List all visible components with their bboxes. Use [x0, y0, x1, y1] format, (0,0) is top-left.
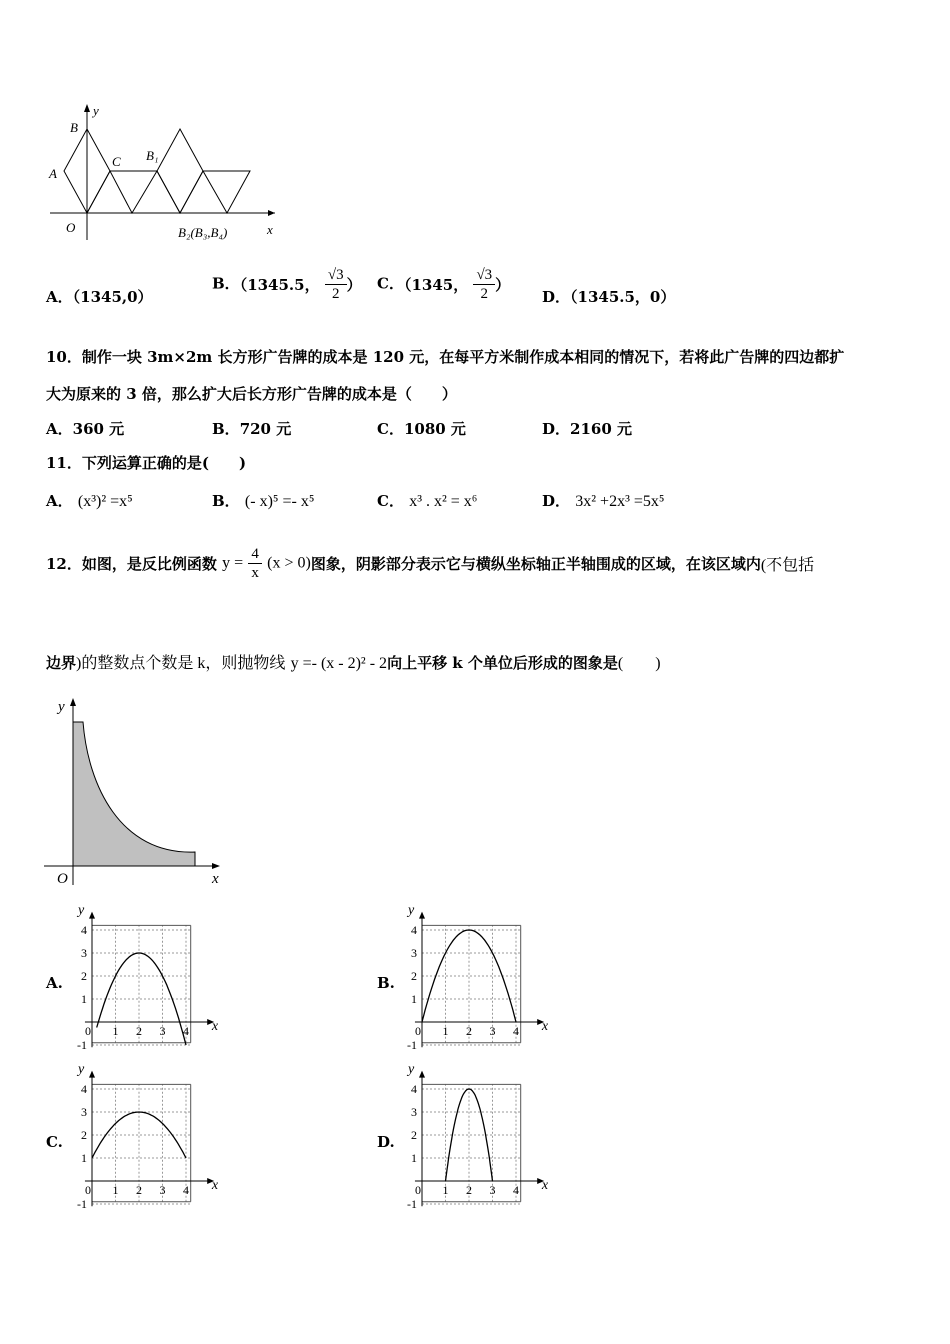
- q12-option-d-graph: [400, 1061, 549, 1212]
- q12-option-c-letter: C.: [46, 1133, 63, 1151]
- x-axis-label: x: [211, 1019, 219, 1034]
- y-axis-label: y: [78, 902, 85, 918]
- x-tick-label: 2: [136, 1024, 142, 1038]
- q9-label-a: A: [49, 166, 57, 181]
- q11-option-b: B． (- x)⁵ =- x⁵: [212, 492, 315, 510]
- y-tick-label: 3: [411, 946, 417, 960]
- q9-label-b1: B₁: [146, 148, 159, 163]
- y-tick-label: 3: [81, 1105, 87, 1119]
- x-tick-label: 4: [513, 1024, 519, 1038]
- x-tick-label: 3: [489, 1183, 496, 1197]
- q9-label-y: y: [93, 103, 99, 118]
- q10-option-a: A．360 元: [46, 420, 125, 438]
- q9-option-d: D．（1345.5，0）: [542, 288, 676, 306]
- q12-fig-label-o: O: [57, 871, 68, 887]
- q9-rhombus-figure: [40, 100, 290, 250]
- q12-stem-line2: 边界)的整数点个数是 k，则抛物线 y =- (x - 2)² - 2向上平移 k 个单位后形成的图象是( ): [46, 654, 661, 672]
- q10-option-c: C．1080 元: [377, 420, 466, 438]
- x-tick-label: 1: [442, 1024, 449, 1038]
- q12-option-c-graph: [70, 1061, 219, 1212]
- y-axis-label: y: [408, 1061, 415, 1077]
- y-tick-label: -1: [407, 1038, 417, 1052]
- q12-fig-label-x: x: [212, 871, 219, 887]
- q11-option-c: C． x³ . x² = x⁶: [377, 492, 478, 510]
- q11-option-d: D． 3x² +2x³ =5x⁵: [542, 492, 665, 510]
- x-tick-label: 4: [183, 1024, 189, 1038]
- q10-option-b: B．720 元: [212, 420, 292, 438]
- y-axis-arrow: [89, 912, 95, 919]
- q12-fig-label-y: y: [58, 699, 65, 715]
- x-tick-label: 4: [183, 1183, 189, 1197]
- q9-option-b: B．（1345.5， $\frac{√3}{2}$ ）: [212, 267, 362, 302]
- x-tick-label: 2: [136, 1183, 142, 1197]
- y-tick-label: 1: [411, 992, 417, 1006]
- y-tick-label: 2: [411, 1128, 417, 1142]
- x-tick-label: 1: [442, 1183, 449, 1197]
- x-axis-label: x: [541, 1019, 549, 1034]
- q9-label-b: B: [70, 120, 78, 135]
- q12-option-d-letter: D.: [377, 1133, 395, 1151]
- x-tick-label: 0: [85, 1183, 91, 1197]
- x-tick-label: 1: [112, 1183, 119, 1197]
- y-tick-label: 3: [81, 946, 87, 960]
- x-tick-label: 2: [466, 1183, 472, 1197]
- q9-label-o: O: [66, 220, 76, 235]
- x-tick-label: 0: [415, 1024, 421, 1038]
- q12-option-b-letter: B.: [377, 974, 395, 992]
- q11-stem: 11．下列运算正确的是( ): [46, 454, 247, 472]
- y-axis-label: y: [78, 1061, 85, 1077]
- parabola-curve: [92, 1112, 186, 1158]
- y-tick-label: 4: [411, 1082, 417, 1096]
- y-tick-label: 1: [411, 1151, 417, 1165]
- q9-option-c: C．（1345， $\frac{√3}{2}$ ）: [377, 267, 511, 302]
- y-axis-arrow: [419, 912, 425, 919]
- x-tick-label: 0: [85, 1024, 91, 1038]
- x-axis-label: x: [541, 1178, 549, 1193]
- q12-option-a-letter: A.: [46, 974, 63, 992]
- q10-stem-line1: 10．制作一块 3m×2m 长方形广告牌的成本是 120 元，在每平方米制作成本相同的情况下，若将此广告牌的四边都扩: [46, 348, 845, 366]
- y-tick-label: 2: [81, 1128, 87, 1142]
- x-tick-label: 3: [159, 1183, 166, 1197]
- x-tick-label: 1: [112, 1024, 119, 1038]
- y-axis-arrow: [89, 1071, 95, 1078]
- y-tick-label: 4: [81, 923, 87, 937]
- q12-hyperbola-figure: [40, 695, 230, 895]
- q10-option-d: D．2160 元: [542, 420, 632, 438]
- parabola-curve: [422, 930, 516, 1022]
- x-tick-label: 3: [159, 1024, 166, 1038]
- y-axis-arrow: [419, 1071, 425, 1078]
- x-tick-label: 4: [513, 1183, 519, 1197]
- q11-option-a: A． (x³)² =x⁵: [46, 492, 133, 510]
- q9-label-c: C: [112, 154, 121, 169]
- y-tick-label: 2: [81, 969, 87, 983]
- q9-label-x: x: [267, 222, 273, 237]
- q12-option-a-graph: [70, 902, 219, 1053]
- q12-option-b-graph: [400, 902, 549, 1053]
- x-tick-label: 2: [466, 1024, 472, 1038]
- x-tick-label: 3: [489, 1024, 496, 1038]
- parabola-curve: [446, 1089, 493, 1181]
- y-tick-label: 1: [81, 992, 87, 1006]
- y-tick-label: -1: [77, 1197, 87, 1211]
- x-tick-label: 0: [415, 1183, 421, 1197]
- y-tick-label: 3: [411, 1105, 417, 1119]
- q12-stem-line1: 12．如图，是反比例函数 y = $\frac{4}{x}$ (x > 0)图象，阴影部分表示它与横纵坐标轴正半轴围成的区域，在该区域内(不包括: [46, 546, 815, 581]
- q9-option-a: A．（1345,0）: [46, 288, 153, 306]
- y-tick-label: -1: [407, 1197, 417, 1211]
- y-tick-label: 1: [81, 1151, 87, 1165]
- y-tick-label: 4: [411, 923, 417, 937]
- y-tick-label: 4: [81, 1082, 87, 1096]
- q10-stem-line2: 大为原来的 3 倍，那么扩大后长方形广告牌的成本是（ ）: [46, 385, 457, 403]
- y-tick-label: -1: [77, 1038, 87, 1052]
- q9-label-b234: B₂(B₃,B₄): [178, 225, 228, 240]
- y-tick-label: 2: [411, 969, 417, 983]
- y-axis-label: y: [408, 902, 415, 918]
- x-axis-label: x: [211, 1178, 219, 1193]
